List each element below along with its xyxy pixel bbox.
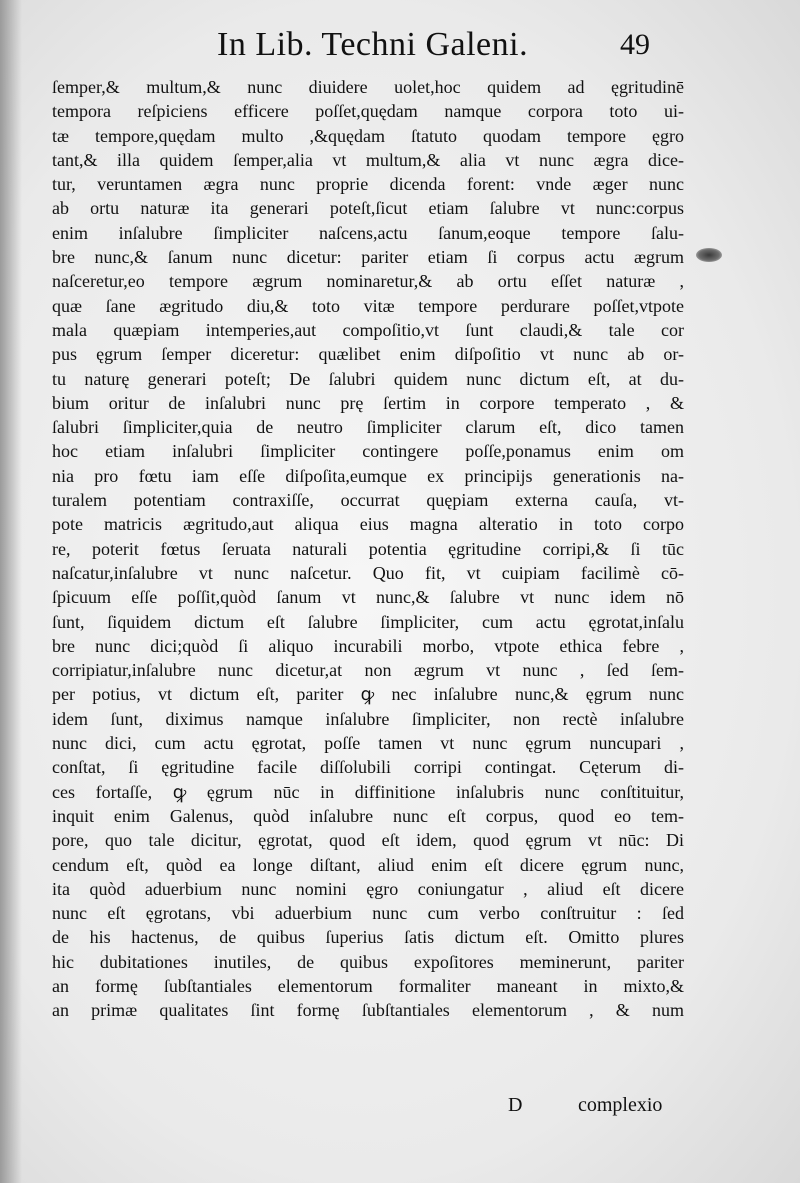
page-number: 49: [620, 28, 650, 61]
text-line: corripiatur,inſalubre nunc dicetur,at non ægrum vt nunc , ſed ſem-: [52, 660, 684, 681]
text-line: nia pro fœtu iam eſſe diſpoſita,eumque ex principijs generationis na-: [52, 465, 684, 486]
text-line: nunc eſt ęgrotans, vbi aduerbium nunc cum verbo conſtruitur : ſed: [52, 903, 684, 924]
text-line: bium oritur de inſalubri nunc prę ſertim in corpore temperato , &: [52, 392, 684, 413]
text-line: ab ortu naturæ ita generari poteſt,ſicut etiam ſalubre vt nunc:corpus: [52, 198, 684, 219]
catchword: complexio: [578, 1094, 663, 1116]
page-header: [0, 26, 800, 76]
text-line: tu naturę generari poteſt; De ſalubri quidem nunc dictum eſt, at du-: [52, 368, 684, 389]
text-line: an primæ qualitates ſint formę ſubſtantiales elementorum , & num: [52, 1000, 684, 1021]
running-head: In Lib. Techni Galeni.: [217, 26, 529, 63]
ink-blot: [696, 248, 722, 262]
text-line: de his hactenus, de quibus ſuperius ſatis dictum eſt. Omitto plures: [52, 927, 684, 948]
text-line: tant,& illa quidem ſemper,alia vt multum,& alia vt nunc ægra dice-: [52, 149, 684, 170]
text-line: tempora reſpiciens efficere poſſet,quędam namque corpora toto ui-: [52, 101, 684, 122]
text-line: ſunt, ſiquidem dictum eſt ſalubre ſimpliciter, cum actu ęgrotat,inſalu: [52, 611, 684, 632]
text-line: enim inſalubre ſimpliciter naſcens,actu ſanum,eoque tempore ſalu-: [52, 222, 684, 243]
body-text: [52, 75, 684, 1023]
text-line: pus ęgrum ſemper diceretur: quælibet enim diſpoſitio vt nunc ab or-: [52, 344, 684, 365]
page-footer: [0, 1094, 800, 1124]
text-line: ſemper,& multum,& nunc diuidere uolet,hoc quidem ad ęgritudinē: [52, 77, 684, 97]
binding-shadow: [0, 0, 22, 1183]
text-line: ita quòd aduerbium nunc nomini ęgro coniungatur , aliud eſt dicere: [52, 878, 684, 899]
text-line: naſcatur,inſalubre vt nunc naſcetur. Quo fit, vt cuipiam facilimè cō-: [52, 562, 684, 583]
text-line: naſceretur,eo tempore ægrum nominaretur,& ab ortu eſſet naturæ ,: [52, 271, 684, 292]
text-line: cendum eſt, quòd ea longe diſtant, aliud enim eſt dicere ęgrum nunc,: [52, 854, 684, 875]
text-line: idem ſunt, diximus namque inſalubre ſimpliciter, non rectè inſalubre: [52, 708, 684, 729]
text-line: quæ ſane ægritudo diu,& toto vitæ tempore perdurare poſſet,vtpote: [52, 295, 684, 316]
text-line: ces fortaſſe, ꝙ ęgrum nūc in diffinitione inſalubris nunc conſtituitur,: [52, 781, 684, 802]
text-line: ſalubri ſimpliciter,quia de neutro ſimpliciter clarum eſt, dico tamen: [52, 417, 684, 438]
text-line: hic dubitationes inutiles, de quibus expoſitores meminerunt, pariter: [52, 951, 684, 972]
text-line: pore, quo tale dicitur, ęgrotat, quod eſt idem, quod ęgrum vt nūc: Di: [52, 830, 684, 851]
text-line: tur, veruntamen ægra nunc proprie dicenda forent: vnde æger nunc: [52, 174, 684, 195]
text-line: tæ tempore,quędam multo ,&quędam ſtatuto quodam tempore ęgro: [52, 125, 684, 146]
signature-mark: D: [508, 1094, 523, 1116]
text-line: conſtat, ſi ęgritudine facile diſſolubili corripi contingat. Cęterum di-: [52, 757, 684, 778]
text-line: ſpicuum eſſe poſſit,quòd ſanum vt nunc,& ſalubre vt nunc idem nō: [52, 587, 684, 608]
text-line: per potius, vt dictum eſt, pariter ꝙ nec inſalubre nunc,& ęgrum nunc: [52, 684, 684, 705]
text-line: an formę ſubſtantiales elementorum formaliter maneant in mixto,&: [52, 975, 684, 996]
text-line: inquit enim Galenus, quòd inſalubre nunc eſt corpus, quod eo tem-: [52, 805, 684, 826]
text-line: nunc dici, cum actu ęgrotat, poſſe tamen vt nunc ęgrum nuncupari ,: [52, 733, 684, 754]
text-line: pote matricis ægritudo,aut aliqua eius magna alteratio in toto corpo: [52, 514, 684, 535]
text-line: turalem potentiam contraxiſſe, occurrat quępiam externa cauſa, vt-: [52, 490, 684, 511]
text-line: re, poterit fœtus ſeruata naturali potentia ęgritudine corripi,& ſi tūc: [52, 538, 684, 559]
text-line: bre nunc,& ſanum nunc dicetur: pariter etiam ſi corpus actu ægrum: [52, 247, 684, 268]
text-line: mala quæpiam intemperies,aut compoſitio,vt ſunt claudi,& tale cor: [52, 319, 684, 340]
text-line: hoc etiam inſalubri ſimpliciter contingere poſſe,ponamus enim om: [52, 441, 684, 462]
text-line: bre nunc dici;quòd ſi aliquo incurabili morbo, vtpote ethica febre ,: [52, 635, 684, 656]
